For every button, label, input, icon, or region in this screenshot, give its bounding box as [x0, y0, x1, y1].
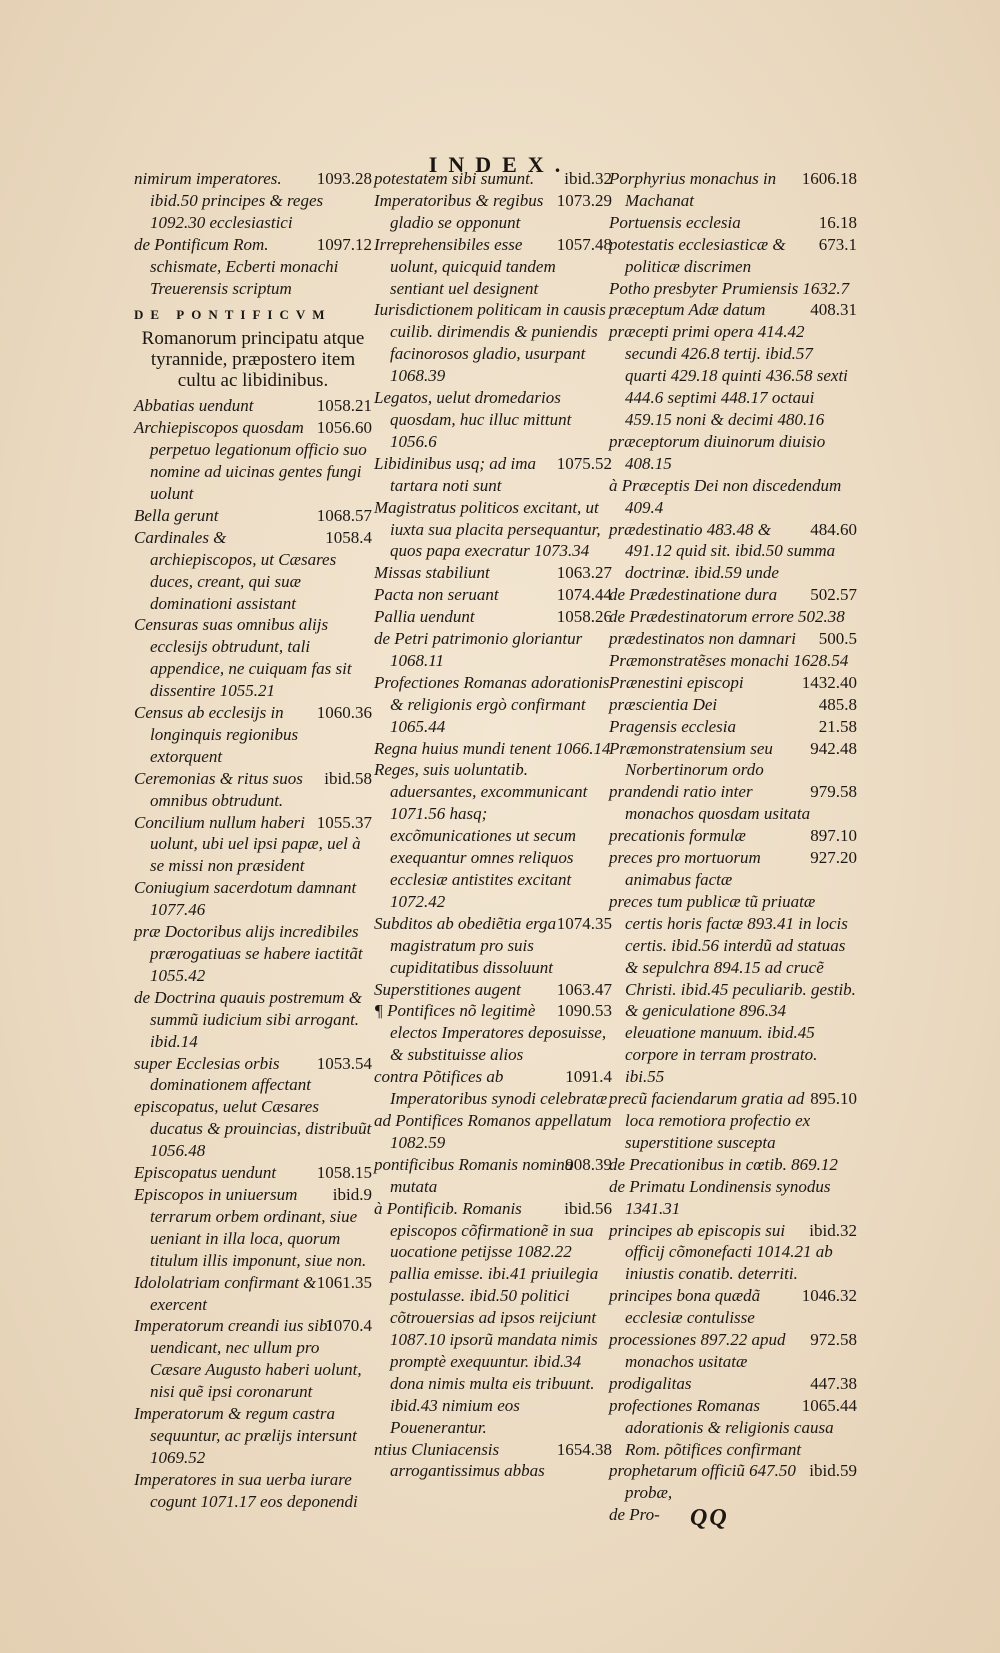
index-entry — [609, 847, 857, 891]
index-entry — [374, 562, 612, 584]
entry-text: præcepti primi opera 414.42 secundi 426.8 tertij. ibid.57 quarti 429.18 quinti 436.58 sexti 444.6 septimi 448.17 octaui 459.15 noni & decimi 480.16 — [609, 322, 848, 429]
page-reference: 1070.4 — [325, 1316, 372, 1336]
index-entry — [374, 672, 612, 738]
index-entry — [609, 738, 857, 782]
index-entry — [609, 628, 857, 650]
page-reference: 1058.4 — [325, 527, 372, 547]
page-reference: 1432.40 — [801, 672, 857, 692]
page-reference: 484.60 — [810, 519, 857, 539]
index-entry — [134, 1403, 372, 1469]
index-entry — [134, 921, 372, 987]
entry-text: Ceremonias & ritus suos omnibus obtrudunt. — [134, 768, 303, 810]
page-header: INDEX. — [428, 152, 572, 177]
page-reference: 897.10 — [810, 826, 857, 846]
index-entry — [609, 234, 857, 278]
index-entry — [134, 702, 372, 768]
index-entry — [374, 1154, 612, 1198]
entry-text: de Precationibus in cœtib. 869.12 — [609, 1154, 838, 1174]
entry-text: Subditos ab obediẽtia erga magistratum pro suis cupiditatibus dissoluunt — [374, 913, 557, 977]
index-entry — [609, 1088, 857, 1154]
page-reference: 408.31 — [810, 300, 857, 320]
entry-text: principes ab episcopis sui officij cõmonefacti 1014.21 ab iniustis conatib. deterriti. — [609, 1220, 833, 1284]
index-entry — [134, 234, 372, 300]
entry-text: precũ faciendarum gratia ad loca remotiora profectio ex superstitione suscepta — [609, 1089, 811, 1152]
entry-text: potestatem sibi sumunt. — [374, 169, 535, 188]
entry-text: principes bona quædã ecclesiæ contulisse — [609, 1286, 761, 1328]
entry-text: de Pro- — [609, 1505, 660, 1525]
index-entry — [374, 1066, 612, 1110]
entry-text: Bella gerunt — [134, 505, 219, 525]
entry-text: Reges, suis uoluntatib. aduersantes, excommunicant 1071.56 hasq; excõmunicationes ut secum exequantur omnes reliquos ecclesiæ antistites excitant 1072.42 — [374, 760, 588, 911]
entry-text: à Præceptis Dei non discedendum 409.4 — [609, 475, 842, 517]
index-entry — [609, 321, 857, 431]
index-entry — [374, 168, 612, 190]
page-reference: ibid.59 — [809, 1461, 857, 1481]
page-reference: 1053.54 — [316, 1053, 372, 1073]
entry-text: de Petri patrimonio gloriantur 1068.11 — [374, 629, 583, 670]
entry-text: Regna huius mundi tenent 1066.14 — [374, 738, 611, 758]
entry-text: Profectiones Romanas adorationis & religionis ergò confirmant 1065.44 — [374, 672, 610, 736]
section-heading: Romanorum principatu atque tyrannide, præpostero item cultu ac libidinibus. — [141, 328, 365, 392]
page-reference: 1075.52 — [556, 453, 612, 473]
page-reference: 1060.36 — [316, 703, 372, 723]
index-entry — [609, 1373, 857, 1395]
index-entry — [134, 1096, 372, 1162]
entry-text: Imperatorum creandi ius sibi uendicant, nec ullum pro Cæsare Augusto haberi uolunt, nisi quẽ ipsi coronarunt — [134, 1316, 362, 1402]
index-entry — [609, 1176, 857, 1220]
entry-text: preces pro mortuorum animabus factæ — [609, 848, 761, 889]
page-reference: 1606.18 — [801, 169, 857, 188]
index-entry — [609, 672, 857, 694]
entry-text: Magistratus politicos excitant, ut iuxta sua placita persequantur, quos papa execratur 1073.34 — [374, 497, 601, 561]
entry-text: Missas stabiliunt — [374, 563, 490, 583]
index-column-1 — [134, 168, 372, 1513]
entry-text: super Ecclesias orbis dominationem affectant — [134, 1053, 312, 1095]
entry-text: Potho presbyter Prumiensis 1632.7 — [609, 278, 850, 298]
page-reference: 1058.15 — [316, 1163, 372, 1183]
index-entry — [134, 1162, 372, 1184]
entry-text: preces tum publicæ tũ priuatæ certis horis factæ 893.41 in locis certis. ibid.56 interdũ ad statuas & sepulchra 894.15 ad crucẽ Christi. ibid.45 peculiarib. gestib. & geniculatione 896.34 eleuatione manuum. ibid.45 corpore in terram prostrato. ibi.55 — [609, 891, 856, 1087]
index-entry — [374, 1198, 612, 1439]
page-reference: 1057.48 — [556, 234, 612, 254]
index-entry — [609, 519, 857, 585]
index-entry — [374, 387, 612, 453]
page-reference: 1073.29 — [556, 190, 612, 210]
index-entry — [134, 987, 372, 1053]
page-reference: 895.10 — [810, 1089, 857, 1109]
section-heading: DE PONTIFICVM — [134, 307, 332, 323]
entry-text: præceptorum diuinorum diuisio 408.15 — [609, 431, 826, 473]
index-entry — [609, 1504, 857, 1526]
entry-text: ntius Cluniacensis arrogantissimus abbas — [374, 1439, 545, 1481]
index-entry — [609, 650, 857, 672]
entry-text: Episcopatus uendunt — [134, 1163, 277, 1183]
page-reference: 1061.35 — [316, 1272, 372, 1292]
entry-text: Libidinibus usq; ad ima tartara noti sunt — [374, 453, 536, 495]
entry-text: contra Põtifices ab Imperatoribus synodi celebratæ — [374, 1067, 608, 1109]
index-entry — [609, 891, 857, 1088]
page-reference: ibid.32 — [564, 169, 612, 188]
index-column-3 — [609, 168, 857, 1526]
index-entry — [134, 505, 372, 527]
page-reference: 1093.28 — [316, 169, 372, 188]
index-entry — [134, 417, 372, 505]
index-entry — [609, 278, 857, 300]
entry-text: Census ab ecclesijs in longinquis regionibus extorquent — [134, 703, 299, 766]
entry-text: profectiones Romanas adorationis & religionis causa Rom. põtifices confirmant — [609, 1395, 834, 1459]
signature-mark: QQ — [690, 1505, 729, 1531]
page-reference: 1065.44 — [801, 1395, 857, 1415]
entry-text: Pragensis ecclesia — [609, 716, 736, 736]
entry-text: Præmonstratẽses monachi 1628.54 — [609, 650, 849, 670]
entry-text: Porphyrius monachus in Machanat — [609, 169, 777, 210]
index-entry — [374, 299, 612, 387]
index-entry — [609, 584, 857, 606]
page-reference: 1654.38 — [556, 1439, 612, 1459]
entry-text: Archiepiscopos quosdam perpetuo legationum officio suo nomine ad uicinas gentes fungi uolunt — [134, 418, 367, 503]
entry-text: præceptum Adæ datum — [609, 300, 766, 320]
entry-text: Episcopos in uniuersum terrarum orbem ordinant, siue ueniant in illa loca, quorum titulum illis imponunt, siue non. — [134, 1184, 367, 1270]
index-entry — [374, 234, 612, 300]
page-reference: 502.57 — [810, 585, 857, 605]
page-reference: 1068.57 — [316, 505, 372, 525]
index-entry — [374, 979, 612, 1001]
page-reference: 485.8 — [818, 694, 857, 714]
entry-text: Censuras suas omnibus alijs ecclesijs obtrudunt, tali appendice, ne cuiquam fas sit dissentire 1055.21 — [134, 615, 352, 701]
page-reference: 979.58 — [810, 782, 857, 802]
page-reference: 500.5 — [818, 629, 857, 649]
entry-text: Præmonstratensium seu Norbertinorum ordo — [609, 738, 773, 780]
entry-text: Cardinales & archiepiscopos, ut Cæsares duces, creant, qui suæ dominationi assistant — [134, 527, 337, 613]
page-reference: 1063.47 — [556, 979, 612, 999]
entry-text: precationis formulæ — [609, 826, 746, 846]
entry-text: Superstitiones augent — [374, 979, 521, 999]
index-entry — [134, 1315, 372, 1403]
page-reference: 942.48 — [810, 738, 857, 758]
index-entry — [134, 812, 372, 878]
page-reference: 1058.26 — [556, 607, 612, 627]
index-entry — [609, 1285, 857, 1329]
page-reference: 1090.53 — [556, 1001, 612, 1021]
page-reference: 1056.60 — [316, 418, 372, 438]
entry-text: de Prædestinatione dura — [609, 585, 778, 605]
entry-text: Prænestini episcopi — [609, 672, 744, 692]
entry-text: de Pontificum Rom. schismate, Ecberti monachi Treuerensis scriptum — [134, 234, 339, 298]
entry-text: de Doctrina quauis postremum & summũ iudicium sibi arrogant. ibid.14 — [134, 987, 362, 1051]
index-entry — [609, 825, 857, 847]
index-entry — [134, 614, 372, 702]
index-entry — [134, 168, 372, 234]
index-entry — [374, 606, 612, 628]
page-reference: 1091.4 — [565, 1067, 612, 1087]
index-entry — [609, 694, 857, 716]
index-entry — [609, 475, 857, 519]
entry-text: pontificibus Romanis nomina mutata — [374, 1154, 574, 1196]
page-reference: 1074.44 — [556, 585, 612, 605]
entry-text: Imperatores in sua uerba iurare cogunt 1071.17 eos deponendi — [134, 1469, 358, 1511]
index-entry — [609, 1154, 857, 1176]
entry-text: Imperatoribus & regibus gladio se opponunt — [374, 190, 544, 232]
page-reference: ibid.32 — [809, 1220, 857, 1240]
page-reference: ibid.9 — [332, 1184, 372, 1204]
entry-text: ¶ Pontifices nõ legitimè electos Imperatores deposuisse, & substituisse alios — [374, 1001, 607, 1065]
index-entry — [374, 738, 612, 760]
page-reference: 927.20 — [810, 848, 857, 868]
index-entry — [374, 1000, 612, 1066]
index-entry — [134, 1184, 372, 1272]
page-reference: 447.38 — [810, 1373, 857, 1393]
index-entry — [374, 453, 612, 497]
entry-text: prodigalitas — [609, 1373, 692, 1393]
entry-text: potestatis ecclesiasticæ & politicæ discrimen — [609, 234, 786, 276]
page-reference: 1046.32 — [801, 1286, 857, 1306]
entry-text: Portuensis ecclesia — [609, 212, 741, 232]
index-entry — [374, 584, 612, 606]
entry-text: prophetarum officiũ 647.50 probæ, — [609, 1461, 796, 1503]
entry-text: de Prædestinatorum errore 502.38 — [609, 607, 845, 627]
page-reference: 1097.12 — [316, 234, 372, 254]
index-entry — [609, 1395, 857, 1461]
page-reference: ibid.56 — [564, 1198, 612, 1218]
entry-text: de Primatu Londinensis synodus 1341.31 — [609, 1176, 831, 1218]
index-entry — [374, 497, 612, 563]
index-entry — [374, 190, 612, 234]
entry-text: episcopatus, uelut Cæsares ducatus & prouincias, distribuũt 1056.48 — [134, 1097, 372, 1161]
index-entry — [609, 431, 857, 475]
index-entry — [134, 768, 372, 812]
entry-text: Coniugium sacerdotum damnant 1077.46 — [134, 878, 357, 920]
index-entry — [609, 781, 857, 825]
entry-text: Irreprehensibiles esse uolunt, quicquid tandem sentiant uel designent — [374, 234, 556, 298]
index-entry — [609, 606, 857, 628]
entry-text: ad Pontifices Romanos appellatum 1082.59 — [374, 1110, 612, 1152]
index-entry — [134, 1272, 372, 1316]
index-entry — [134, 395, 372, 417]
entry-text: à Pontificib. Romanis episcopos cõfirmationẽ in sua uocatione petijsse 1082.22 pallia emisse. ibi.41 priuilegia postulasse. ibid.50 politici cõtrouersias ad ipsos reijciunt 1087.10 ipsorũ mandata nimis promptè exequuntur. ibid.34 dona nimis multa eis tribuunt. ibid.43 nimium eos Pouenerantur. — [374, 1198, 599, 1437]
index-entry — [374, 628, 612, 672]
entry-text: Abbatias uendunt — [134, 396, 254, 416]
page-reference: 16.18 — [818, 212, 857, 232]
index-entry — [609, 716, 857, 738]
index-entry — [134, 1469, 372, 1513]
entry-text: processiones 897.22 apud monachos usitatæ — [609, 1330, 786, 1371]
index-entry — [134, 527, 372, 615]
page-reference: 908.39 — [565, 1154, 612, 1174]
index-entry — [609, 299, 857, 321]
index-entry — [134, 1053, 372, 1097]
index-entry — [374, 913, 612, 979]
index-entry — [134, 877, 372, 921]
page-reference: 1058.21 — [316, 396, 372, 416]
entry-text: Legatos, uelut dromedarios quosdam, huc illuc mittunt 1056.6 — [374, 388, 572, 451]
index-entry — [609, 1329, 857, 1373]
page-reference: 673.1 — [818, 234, 857, 254]
index-entry — [609, 168, 857, 212]
entry-text: Iurisdictionem politicam in causis cuilib. dirimendis & puniendis facinorosos gladio, usurpant 1068.39 — [374, 300, 606, 386]
entry-text: præ Doctoribus alijs incredibiles prærogatiuas se habere iactitãt 1055.42 — [134, 922, 363, 985]
entry-text: Pacta non seruant — [374, 585, 499, 605]
entry-text: Imperatorum & regum castra sequuntur, ac prælijs intersunt 1069.52 — [134, 1404, 357, 1467]
page-reference: 1055.37 — [316, 812, 372, 832]
index-entry — [609, 1460, 857, 1504]
entry-text: prædestinatos non damnari — [609, 629, 797, 649]
entry-text: Concilium nullum haberi uolunt, ubi uel ipsi papæ, uel à se missi non præsident — [134, 812, 361, 876]
entry-text: præscientia Dei — [609, 694, 718, 714]
index-entry — [374, 1439, 612, 1483]
page-reference: 1063.27 — [556, 563, 612, 583]
entry-text: Idololatriam confirmant & exercent — [134, 1272, 317, 1314]
page-reference: 21.58 — [818, 716, 857, 736]
index-entry — [374, 1110, 612, 1154]
index-entry — [609, 212, 857, 234]
page-reference: 1074.35 — [556, 913, 612, 933]
page-reference: 972.58 — [810, 1330, 857, 1350]
index-entry — [374, 759, 612, 912]
page-reference: ibid.58 — [324, 768, 372, 788]
entry-text: Pallia uendunt — [374, 607, 475, 627]
entry-text: prædestinatio 483.48 & 491.12 quid sit. ibid.50 summa doctrinæ. ibid.59 unde — [609, 519, 836, 583]
index-entry — [609, 1220, 857, 1286]
entry-text: nimirum imperatores. ibid.50 principes & reges 1092.30 ecclesiastici — [134, 169, 324, 232]
entry-text: prandendi ratio inter monachos quosdam usitata — [609, 782, 811, 824]
index-column-2 — [374, 168, 612, 1482]
